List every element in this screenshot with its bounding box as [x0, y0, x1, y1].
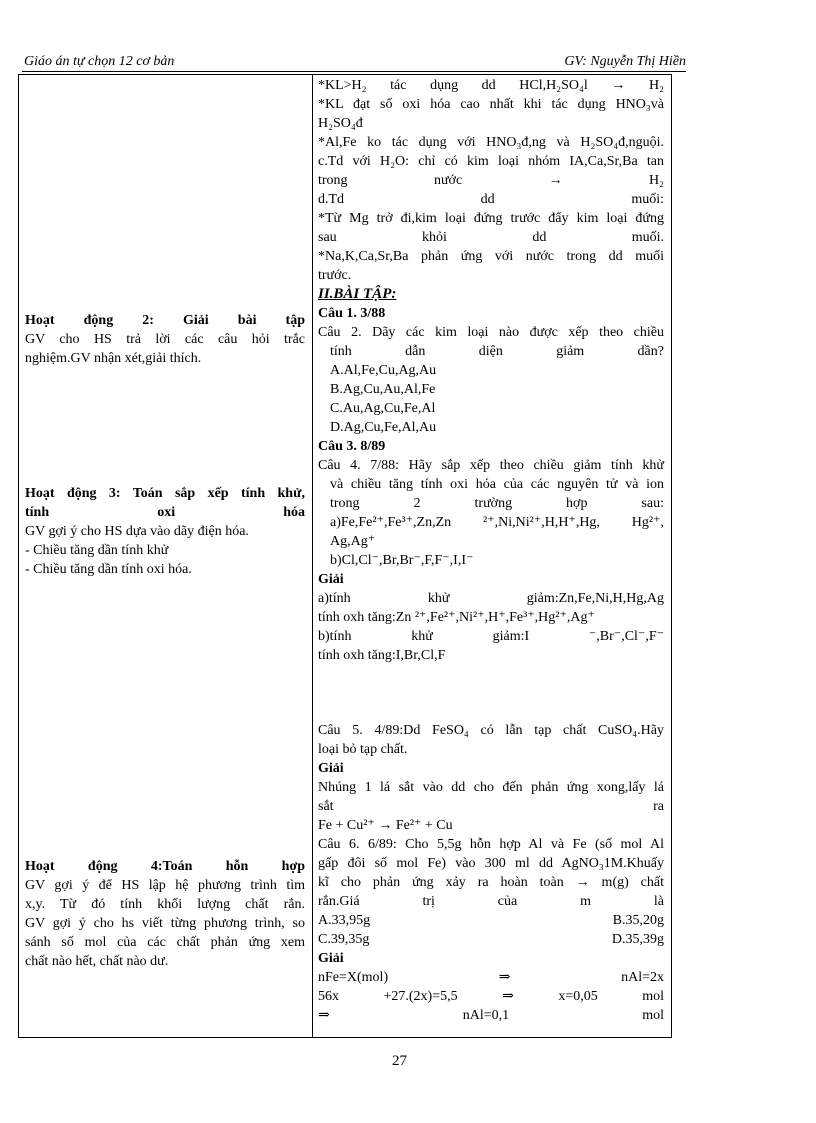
page-number: 27	[392, 1053, 407, 1069]
theory-line-10: *Na,K,Ca,Sr,Ba phản ứng với nước trong dd muối	[318, 249, 664, 264]
question-6-line-1: Câu 6. 6/89: Cho 5,5g hỗn hợp Al và Fe (số mol Al	[318, 837, 664, 852]
question-6-options-cd	[318, 930, 664, 949]
theory-line-9: sau khỏi dd muối.	[318, 230, 664, 245]
question-6-solution-1: nFe=X(mol) ⇒ nAl=2x	[318, 970, 664, 985]
page-header	[22, 52, 686, 72]
lesson-table	[18, 74, 672, 1038]
activity-3-text-1: GV gợi ý cho HS dựa vào dãy điện hóa.	[25, 524, 249, 539]
question-5-solution-label: Giải	[318, 761, 344, 776]
theory-line-4: *Al,Fe ko tác dụng với HNO₃đ,ng và H₂SO₄đ,nguội.	[318, 135, 664, 150]
question-6-option-c: C.39,35g	[318, 932, 370, 947]
question-6-options-ab	[318, 911, 664, 930]
theory-block	[318, 76, 664, 665]
theory-line-8: *Từ Mg trở đi,kim loại đứng trước đẩy kim loại đứng	[318, 211, 664, 226]
question-5-solution-3: Fe + Cu²⁺ → Fe²⁺ + Cu	[318, 818, 453, 833]
question-6-line-2: gấp đôi số mol Fe) vào 300 ml dd AgNO₃1M.Khuấy	[318, 856, 664, 871]
header-rule	[22, 71, 686, 72]
question-6-line-3: kĩ cho phản ứng xảy ra hoàn toàn → m(g) chất	[318, 875, 664, 890]
header-teacher-name: GV: Nguyễn Thị Hiền	[564, 54, 686, 69]
activity-2-title: Hoạt động 2: Giải bài tập	[25, 313, 305, 328]
question-2-option-a: A.Al,Fe,Cu,Ag,Au	[330, 363, 437, 378]
question-1: Câu 1. 3/88	[318, 306, 386, 321]
question-5-block	[318, 721, 664, 1025]
column-divider	[312, 75, 313, 1037]
activity-4-text-3: GV gợi ý cho hs viết từng phương trình, so	[25, 916, 305, 931]
question-2-line-1: Câu 2. Dãy các kim loại nào được xếp theo chiều	[318, 325, 664, 340]
question-6-option-b: B.35,20g	[612, 913, 664, 928]
activity-3-title-1: Hoạt động 3: Toán sắp xếp tính khử,	[25, 486, 305, 501]
question-2-option-b: B.Ag,Cu,Au,Al,Fe	[330, 382, 436, 397]
activity-2-text-1: GV cho HS trả lời các câu hỏi trắc	[25, 332, 305, 347]
question-6-solution-2: 56x +27.(2x)=5,5 ⇒ x=0,05 mol	[318, 989, 664, 1004]
question-2-option-c: C.Au,Ag,Cu,Fe,Al	[330, 401, 436, 416]
question-4-part-a-cont: Ag,Ag⁺	[330, 534, 376, 549]
question-5-solution-2: sắt ra	[318, 799, 664, 814]
question-4-solution-label: Giải	[318, 572, 344, 587]
question-4-solution-4: tính oxh tăng:I,Br,Cl,F	[318, 648, 446, 663]
question-4-solution-3: b)tính khử giảm:I ⁻,Br⁻,Cl⁻,F⁻	[318, 629, 664, 644]
question-4-part-b: b)Cl,Cl⁻,Br,Br⁻,F,F⁻,I,I⁻	[330, 553, 474, 568]
question-4-part-a: a)Fe,Fe²⁺,Fe³⁺,Zn,Zn ²⁺,Ni,Ni²⁺,H,H⁺,Hg, Hg²⁺,	[330, 515, 664, 530]
activity-2-block	[25, 311, 305, 368]
activity-4-title: Hoạt động 4:Toán hỗn hợp	[25, 859, 305, 874]
activity-3-block	[25, 484, 305, 579]
header-course-title: Giáo án tự chọn 12 cơ bản	[24, 54, 175, 69]
question-4-line-2: và chiều tăng tính oxi hóa của các nguyên tử và ion	[330, 477, 664, 492]
question-5-line-2: loại bỏ tạp chất.	[318, 742, 408, 757]
activity-2-text-2: nghiệm.GV nhận xét,giải thích.	[25, 351, 202, 366]
theory-line-7: d.Td dd muối:	[318, 192, 664, 207]
question-6-line-4: rắn.Giá trị của m là	[318, 894, 664, 909]
activity-4-text-1: GV gợi ý để HS lập hệ phương trình tìm	[25, 878, 305, 893]
activity-4-text-2: x,y. Từ đó tính khối lượng chất rắn.	[25, 897, 305, 912]
question-2-line-2: tính dẫn diện giảm dần?	[330, 344, 664, 359]
question-6-solution-label: Giải	[318, 951, 344, 966]
theory-line-11: trước.	[318, 268, 352, 283]
activity-3-text-2: - Chiều tăng dần tính khử	[25, 543, 169, 558]
question-3: Câu 3. 8/89	[318, 439, 386, 454]
activity-4-block	[25, 857, 305, 971]
theory-line-2: *KL đạt số oxi hóa cao nhất khi tác dụng HNO₃và	[318, 97, 664, 112]
question-6-solution-3: ⇒ nAl=0,1 mol	[318, 1008, 664, 1023]
question-4-line-3: trong 2 trường hợp sau:	[330, 496, 664, 511]
question-6-option-d: D.35,39g	[611, 932, 664, 947]
question-6-option-a: A.33,95g	[318, 913, 371, 928]
activity-4-text-5: chất nào hết, chất nào dư.	[25, 954, 169, 969]
activity-3-title-2: tính oxi hóa	[25, 505, 305, 520]
theory-line-5: c.Td với H₂O: chỉ có kim loại nhóm IA,Ca,Sr,Ba tan	[318, 154, 664, 169]
activity-3-text-3: - Chiều tăng dần tính oxi hóa.	[25, 562, 192, 577]
question-4-line-1: Câu 4. 7/88: Hãy sắp xếp theo chiều giảm tính khử	[318, 458, 664, 473]
question-2-option-d: D.Ag,Cu,Fe,Al,Au	[330, 420, 437, 435]
theory-line-6: trong nước → H₂	[318, 173, 664, 188]
question-5-solution-1: Nhúng 1 lá sắt vào dd cho đến phản ứng xong,lấy lá	[318, 780, 664, 795]
activity-4-text-4: sánh số mol của các chất phản ứng xem	[25, 935, 305, 950]
question-4-solution-1: a)tính khử giảm:Zn,Fe,Ni,H,Hg,Ag	[318, 591, 664, 606]
theory-line-3: H₂SO₄đ	[318, 116, 363, 131]
question-4-solution-2: tính oxh tăng:Zn ²⁺,Fe²⁺,Ni²⁺,H⁺,Fe³⁺,Hg²⁺,Ag⁺	[318, 610, 595, 625]
question-5-line-1: Câu 5. 4/89:Dd FeSO₄ có lẫn tạp chất CuSO₄.Hãy	[318, 723, 664, 738]
theory-line-1: *KL>H₂ tác dụng dd HCl,H₂SO₄l → H₂	[318, 78, 664, 93]
exercises-section-title: II.BÀI TẬP:	[318, 286, 397, 302]
